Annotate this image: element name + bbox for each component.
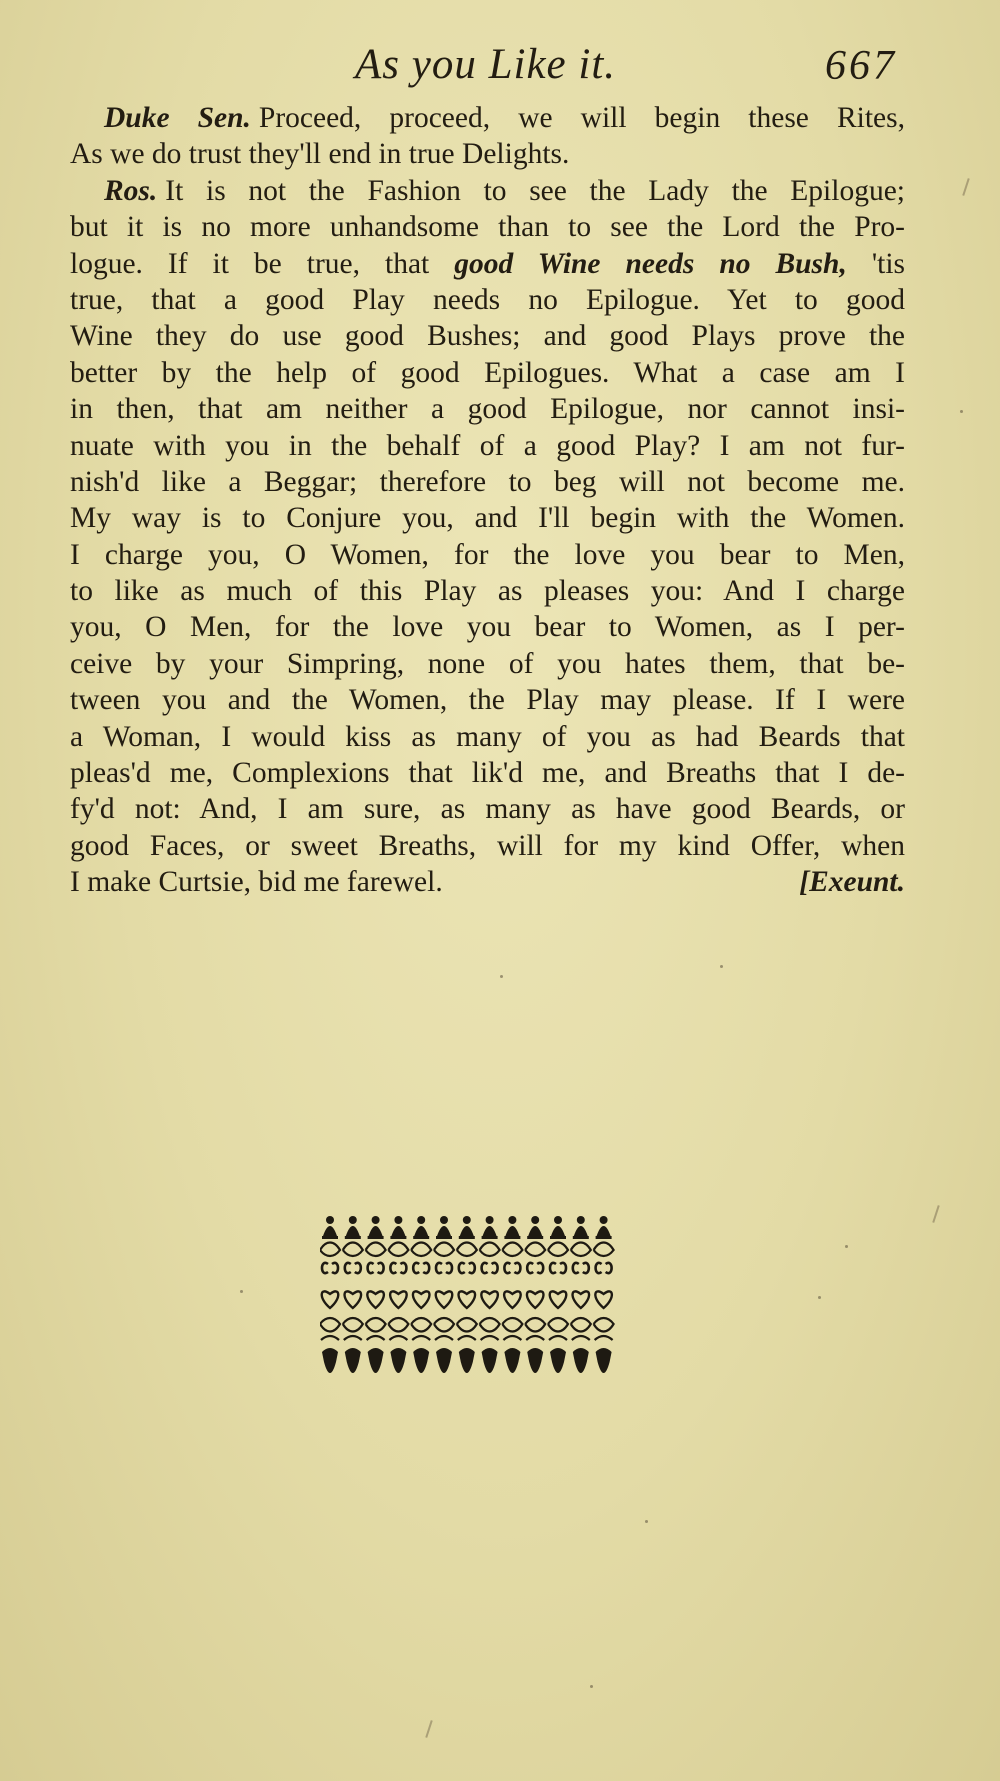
ornament-part: [369, 1226, 383, 1236]
text-line: [70, 864, 905, 900]
ornament-part: [549, 1336, 567, 1340]
ornament-part: [345, 1236, 361, 1239]
ornament-part: [345, 1263, 351, 1273]
ornament-part: [486, 1216, 494, 1224]
text-line: Wine they do use good Bushes; and good Plays prove the: [70, 320, 905, 353]
text-line: pleas'd me, Complexions that lik'd me, and Breaths that I de-: [70, 757, 905, 790]
ornament-part: [574, 1226, 588, 1236]
running-title: As you Like it.: [355, 41, 617, 88]
text-line: nish'd like a Beggar; therefore to beg will not become me.: [70, 465, 905, 498]
ornament-part: [390, 1291, 407, 1308]
ornament-part: [508, 1216, 516, 1224]
ornament-part: [550, 1263, 556, 1273]
ornament-part: [446, 1263, 452, 1273]
ornament-part: [551, 1226, 565, 1236]
ornament-part: [413, 1263, 419, 1273]
ornament-part: [368, 1348, 384, 1373]
ornament-part: [594, 1243, 614, 1257]
ornament-part: [504, 1348, 520, 1373]
ornament-part: [525, 1318, 545, 1332]
speaker-name: Ros.: [104, 174, 158, 207]
ornament-part: [594, 1318, 614, 1332]
italic-phrase: good Wine needs no Bush,: [454, 247, 847, 280]
paper-speck: [818, 1296, 821, 1299]
ornament-part: [560, 1263, 566, 1273]
ornament-part: [344, 1336, 362, 1340]
paper-speck: [645, 1520, 648, 1523]
ornament-part: [367, 1336, 385, 1340]
stage-direction: [Exeunt.: [799, 866, 905, 899]
ornament-part: [480, 1318, 500, 1332]
ornament-part: [459, 1263, 465, 1273]
ornament-part: [394, 1216, 402, 1224]
ornament-part: [332, 1263, 338, 1273]
ornament-part: [368, 1236, 384, 1239]
ornament-part: [504, 1263, 510, 1273]
ornament-part: [434, 1318, 454, 1332]
paper-scratch: [425, 1720, 432, 1738]
ornament-part: [572, 1336, 590, 1340]
text-line: true, that a good Play needs no Epilogue. Yet to good: [70, 283, 905, 316]
paper-speck: [720, 965, 723, 968]
ornament-part: [469, 1263, 475, 1273]
ornament-part: [436, 1348, 452, 1373]
ornament-part: [345, 1348, 361, 1373]
ornament-part: [388, 1243, 408, 1257]
ornament-part: [389, 1336, 407, 1340]
ornament-part: [595, 1291, 612, 1308]
ornament-part: [322, 1263, 328, 1273]
ornament-part: [527, 1236, 543, 1239]
text-line: [70, 246, 905, 282]
paper-speck: [845, 1245, 848, 1248]
ornament-part: [537, 1263, 543, 1273]
ornament-part: [323, 1226, 337, 1236]
text-line: My way is to Conjure you, and I'll begin with the Women.: [70, 502, 905, 535]
ornament-part: [573, 1263, 579, 1273]
ornament-part: [527, 1291, 544, 1308]
ornament-part: [390, 1263, 396, 1273]
ornament-part: [345, 1291, 362, 1308]
ornament-part: [481, 1336, 499, 1340]
paper-scratch: [962, 178, 969, 196]
speech-text: It is not the Fashion to see the Lady the Epilogue;: [165, 174, 905, 207]
ornament-part: [436, 1263, 442, 1273]
ornament-part: [482, 1348, 498, 1373]
ornament-part: [343, 1318, 363, 1332]
ornament-part: [527, 1348, 543, 1373]
ornament-part: [577, 1216, 585, 1224]
ornament-part: [596, 1263, 602, 1273]
ornament-part: [390, 1348, 406, 1373]
ornament-part: [459, 1236, 475, 1239]
text-line: As we do trust they'll end in true Delights.: [70, 138, 570, 171]
ornament-part: [571, 1243, 591, 1257]
ornament-part: [573, 1236, 589, 1239]
ornament-part: [320, 1243, 340, 1257]
text-line: I charge you, O Women, for the love you bear to Men,: [70, 538, 905, 571]
speech-text: 'tis: [871, 247, 906, 280]
ornament-part: [503, 1336, 521, 1340]
text-line: in then, that am neither a good Epilogue, nor cannot insi-: [70, 393, 905, 426]
ornament-part: [550, 1236, 566, 1239]
ornament-part: [597, 1226, 611, 1236]
text-line: to like as much of this Play as pleases you: And I charge: [70, 575, 905, 608]
ornament-part: [440, 1216, 448, 1224]
ornament-part: [548, 1243, 568, 1257]
ornament-part: [372, 1216, 380, 1224]
ornament-part: [463, 1216, 471, 1224]
ornament-part: [514, 1263, 520, 1273]
ornament-part: [413, 1348, 429, 1373]
ornament-part: [411, 1318, 431, 1332]
ornament-part: [423, 1263, 429, 1273]
ornament-part: [459, 1291, 476, 1308]
paper-speck: [960, 410, 963, 413]
ornament-part: [412, 1336, 430, 1340]
speech-text: Proceed, proceed, we will begin these Rites,: [258, 102, 905, 134]
ornament-part: [436, 1236, 452, 1239]
ornament-part: [550, 1291, 567, 1308]
ornament-part: [600, 1216, 608, 1224]
ornament-part: [366, 1243, 386, 1257]
text-line: [70, 100, 905, 136]
ornament-part: [355, 1263, 361, 1273]
text-line: tween you and the Women, the Play may please. If I were: [70, 684, 905, 717]
paper-speck: [590, 1685, 593, 1688]
ornament-part: [322, 1348, 338, 1373]
text-line: fy'd not: And, I am sure, as many as have good Beards, or: [70, 793, 905, 826]
speaker-name: Duke Sen.: [104, 102, 251, 134]
ornament-part: [413, 1291, 430, 1308]
ornament-part: [378, 1263, 384, 1273]
ornament-part: [527, 1263, 533, 1273]
text-line: ceive by your Simpring, none of you hates them, that be-: [70, 647, 905, 680]
ornament-part: [411, 1243, 431, 1257]
ornament-part: [596, 1348, 612, 1373]
ornament-part: [531, 1216, 539, 1224]
ornament-part: [573, 1291, 590, 1308]
ornament-part: [573, 1348, 589, 1373]
ornament-part: [437, 1226, 451, 1236]
ornament-part: [502, 1318, 522, 1332]
ornament-part: [366, 1318, 386, 1332]
ornament-part: [525, 1243, 545, 1257]
ornament-part: [434, 1243, 454, 1257]
ornament-part: [481, 1291, 498, 1308]
ornament-part: [480, 1243, 500, 1257]
ornament-part: [349, 1216, 357, 1224]
text-line: you, O Men, for the love you bear to Women, as I per-: [70, 611, 905, 644]
ornament-part: [583, 1263, 589, 1273]
ornament-part: [550, 1348, 566, 1373]
ornament-part: [320, 1318, 340, 1332]
ornament-part: [435, 1336, 453, 1340]
ornament-part: [554, 1216, 562, 1224]
ornament-part: [482, 1236, 498, 1239]
ornament-part: [548, 1318, 568, 1332]
text-line: but it is no more unhandsome than to see the Lord the Pro-: [70, 211, 905, 244]
page-header: [0, 40, 1000, 100]
text-line: [70, 173, 905, 209]
text-line: a Woman, I would kiss as many of you as had Beards that: [70, 720, 905, 753]
ornament-part: [483, 1226, 497, 1236]
ornament-part: [388, 1318, 408, 1332]
ornament-part: [322, 1236, 338, 1239]
ornament-part: [321, 1336, 339, 1340]
paper-speck: [240, 1290, 243, 1293]
ornament-part: [400, 1263, 406, 1273]
fleuron-tailpiece-icon: [320, 1212, 640, 1388]
ornament-part: [502, 1243, 522, 1257]
text-line: better by the help of good Epilogues. What a case am I: [70, 356, 905, 389]
paper-speck: [500, 975, 503, 978]
ornament-part: [367, 1291, 384, 1308]
ornament-part: [322, 1291, 339, 1308]
ornament-part: [458, 1336, 476, 1340]
ornament-part: [526, 1336, 544, 1340]
ornament-part: [457, 1243, 477, 1257]
paper-scratch: [932, 1205, 939, 1223]
ornament-part: [596, 1236, 612, 1239]
speech-text: I make Curtsie, bid me farewel.: [70, 866, 443, 899]
ornament-part: [504, 1291, 521, 1308]
ornament-part: [606, 1263, 612, 1273]
text-line: nuate with you in the behalf of a good Play? I am not fur-: [70, 429, 905, 462]
ornament-part: [457, 1318, 477, 1332]
ornament-part: [505, 1226, 519, 1236]
ornament-part: [482, 1263, 488, 1273]
ornament-part: [343, 1243, 363, 1257]
epilogue-text: [70, 100, 905, 901]
text-line: good Faces, or sweet Breaths, will for my kind Offer, when: [70, 829, 905, 862]
ornament-part: [528, 1226, 542, 1236]
ornament-part: [414, 1226, 428, 1236]
ornament-part: [492, 1263, 498, 1273]
ornament-part: [413, 1236, 429, 1239]
ornament-part: [595, 1336, 613, 1340]
ornament-part: [326, 1216, 334, 1224]
ornament-part: [459, 1348, 475, 1373]
ornament-part: [504, 1236, 520, 1239]
ornament-part: [417, 1216, 425, 1224]
ornament-part: [571, 1318, 591, 1332]
ornament-part: [391, 1226, 405, 1236]
ornament-part: [368, 1263, 374, 1273]
ornament-part: [346, 1226, 360, 1236]
ornament-part: [390, 1236, 406, 1239]
ornament-part: [436, 1291, 453, 1308]
page-number: 667: [825, 43, 897, 89]
speech-text: logue. If it be true, that: [70, 247, 430, 280]
ornament-part: [460, 1226, 474, 1236]
